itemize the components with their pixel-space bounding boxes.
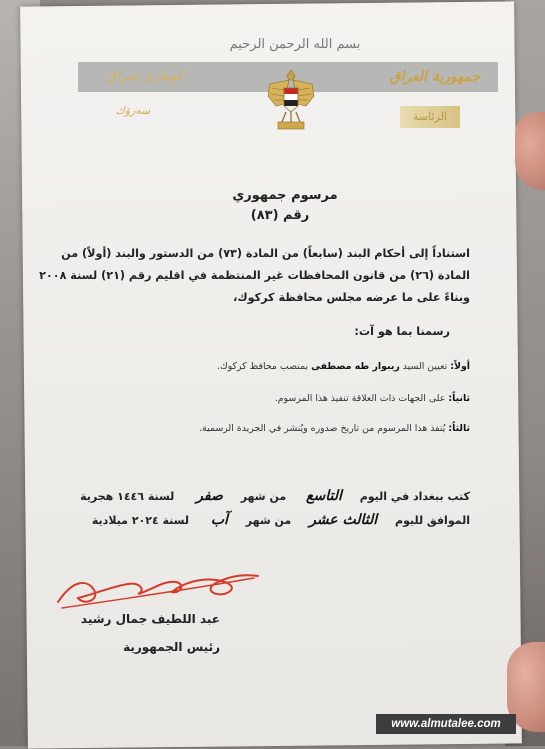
- decree-item-1: [150, 358, 470, 376]
- handwritten-month: آب: [210, 512, 228, 528]
- year-label: لسنة ١٤٤٦ هجرية: [80, 490, 175, 503]
- bismillah-calligraphy: بسم الله الرحمن الرحيم: [229, 37, 361, 52]
- item-label: ثانياً:: [448, 393, 470, 404]
- item-label: أولاً:: [450, 361, 470, 372]
- month-label: من شهر: [240, 490, 287, 503]
- dating-row-gregorian: [90, 508, 470, 532]
- dating-prefix: كتب ببغداد في اليوم: [359, 490, 470, 503]
- preamble-line-3: وبناءً على ما عرضه مجلس محافظة كركوك،: [233, 291, 470, 304]
- signer-title: رئيس الجمهورية: [123, 640, 220, 654]
- item-bold-name: ريبوار طه مصطفى: [311, 361, 400, 372]
- holding-thumb-top: [515, 112, 545, 190]
- preamble-line-4: رسمنا بما هو آت:: [354, 325, 450, 338]
- president-signature: [54, 560, 264, 620]
- year-label: لسنة ٢٠٢٤ ميلادية: [91, 514, 189, 527]
- preamble-line-1: استناداً إلى أحكام البند (سابعاً) من المادة (٧٣) من الدستور والبند (أولاً) من: [61, 247, 470, 260]
- item-text: تعيين السيد: [399, 361, 451, 372]
- item-text: يُنفذ هذا المرسوم من تاريخ صدوره ويُنشر في الجريدة الرسمية.: [199, 423, 449, 434]
- decree-item-2: [150, 390, 470, 408]
- handwritten-day: الثالث عشر: [309, 512, 378, 528]
- decree-item-3: [150, 420, 470, 438]
- decree-number: رقم (٨٣): [250, 208, 310, 223]
- signer-name: عبد اللطيف جمال رشيد: [80, 612, 220, 626]
- dating-prefix: الموافق لليوم: [395, 514, 470, 527]
- month-label: من شهر: [245, 514, 292, 527]
- handwritten-day: التاسع: [306, 488, 342, 504]
- decree-title: مرسوم جمهوري: [232, 188, 338, 203]
- dating-row-hijri: [80, 484, 470, 508]
- item-label: ثالثاً:: [448, 423, 470, 434]
- letterhead-kurdish-sub: سەرۆك: [115, 104, 151, 117]
- item-text: على الجهات ذات العلاقة تنفيذ هذا المرسوم.: [274, 393, 449, 404]
- iraq-eagle-emblem: [266, 66, 316, 136]
- letterhead-arabic-sub: الرئاسة: [400, 106, 460, 128]
- item-text-after: بمنصب محافظ كركوك.: [216, 361, 312, 372]
- letterhead-kurdish-name: كومارى عيراق: [106, 69, 184, 84]
- letterhead-arabic-name: جمهورية العراق: [389, 69, 481, 85]
- preamble-line-2: المادة (٢٦) من قانون المحافظات غير المنتظمة في اقليم رقم (٢١) لسنة ٢٠٠٨: [39, 269, 470, 282]
- handwritten-month: صفر: [196, 488, 223, 504]
- website-watermark: www.almutalee.com: [376, 714, 516, 734]
